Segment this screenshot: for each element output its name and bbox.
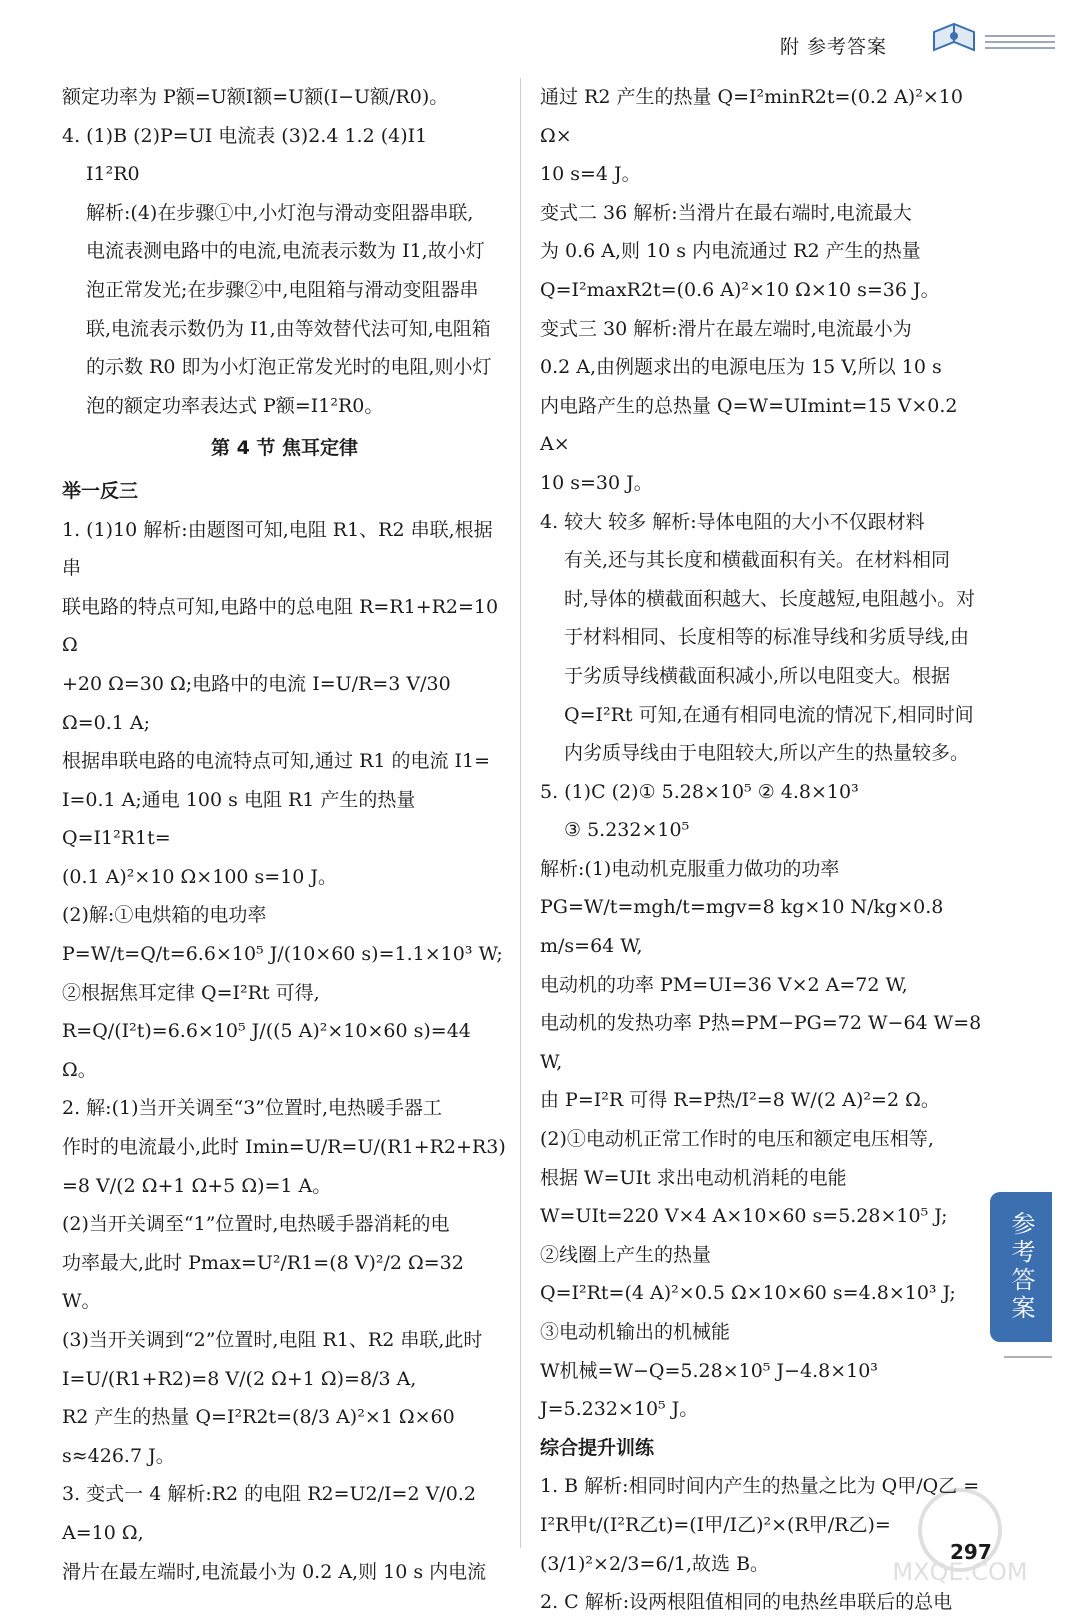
text-line: W=UIt=220 V×4 A×10×60 s=5.28×10⁵ J; <box>540 1205 948 1228</box>
text-line: 根据串联电路的电流特点可知,通过 R1 的电流 I1= <box>62 750 491 773</box>
text-line: 联,电流表示数仍为 I1,由等效替代法可知,电阻箱 <box>86 317 491 340</box>
text-line: Q=I²Rt=(4 A)²×0.5 Ω×10×60 s=4.8×10³ J; <box>540 1282 956 1305</box>
text-line: 电动机的发热功率 P热=PM−PG=72 W−64 W=8 W, <box>540 1012 982 1073</box>
text-line: 的示数 R0 即为小灯泡正常发光时的电阻,则小灯 <box>86 356 492 379</box>
text-line: W机械=W−Q=5.28×10⁵ J−4.8×10³ J=5.232×10⁵ J。 <box>540 1359 878 1421</box>
text-line: 通过 R2 产生的热量 Q=I²minR2t=(0.2 A)²×10 Ω× <box>540 86 963 147</box>
text-line: 额定功率为 P额=U额I额=U额(I−U额/R0)。 <box>62 86 449 108</box>
right-column <box>540 78 985 1622</box>
text-line: R2 产生的热量 Q=I²R2t=(8/3 A)²×1 Ω×60 s≈426.7 J。 <box>62 1406 455 1467</box>
header-label: 附 参考答案 <box>780 36 888 58</box>
text-line: Q=I²maxR2t=(0.6 A)²×10 Ω×10 s=36 J。 <box>540 278 940 301</box>
text-line: ②根据焦耳定律 Q=I²Rt 可得, <box>62 981 320 1004</box>
watermark-stamp <box>860 1480 1060 1590</box>
text-line: 5. (1)C (2)① 5.28×10⁵ ② 4.8×10³ <box>540 780 859 803</box>
page-header <box>0 20 1066 60</box>
text-line: 10 s=30 J。 <box>540 471 653 494</box>
text-line: 由 P=I²R 可得 R=P热/I²=8 W/(2 A)²=2 Ω。 <box>540 1089 940 1112</box>
text-line: (2)①电动机正常工作时的电压和额定电压相等, <box>540 1128 934 1151</box>
page-number: 297 <box>950 1540 992 1564</box>
section-title: 第 4 节 焦耳定律 <box>210 437 359 460</box>
text-line: 4. (1)B (2)P=UI 电流表 (3)2.4 1.2 (4)I1 <box>62 124 428 147</box>
text-line: 1. B 解析:相同时间内产生的热量之比为 Q甲/Q乙 = <box>540 1475 980 1498</box>
text-line: 滑片在最左端时,电流最小为 0.2 A,则 10 s 内电流 <box>62 1560 487 1583</box>
text-line: =8 V/(2 Ω+1 Ω+5 Ω)=1 A。 <box>62 1174 332 1197</box>
column-divider <box>520 78 521 1548</box>
text-line: 时,导体的横截面积越大、长度越短,电阻越小。对 <box>564 587 976 610</box>
text-line: 2. 解:(1)当开关调至“3”位置时,电热暖手器工 <box>62 1097 443 1120</box>
text-line: 泡的额定功率表达式 P额=I1²R0。 <box>86 394 384 417</box>
text-line: ③电动机输出的机械能 <box>540 1321 731 1343</box>
text-line: (2)当开关调至“1”位置时,电热暖手器消耗的电 <box>62 1213 450 1236</box>
text-line: 电动机的功率 PM=UI=36 V×2 A=72 W, <box>540 973 908 996</box>
text-line: ②线圈上产生的热量 <box>540 1243 712 1266</box>
text-line: 于劣质导线横截面积减小,所以电阻变大。根据 <box>564 664 951 687</box>
left-column <box>62 78 507 1591</box>
side-rule <box>1004 1356 1052 1358</box>
text-line: (2)解:①电烘箱的电功率 <box>62 904 267 927</box>
side-tab-answers: 参考答案 <box>990 1192 1052 1342</box>
text-line: 4. 较大 较多 解析:导体电阻的大小不仅跟材料 <box>540 510 925 533</box>
text-line: 内电路产生的总热量 Q=W=UImint=15 V×0.2 A× <box>540 394 958 456</box>
text-line: 内劣质导线由于电阻较大,所以产生的热量较多。 <box>564 742 970 765</box>
text-line: (0.1 A)²×10 Ω×100 s=10 J。 <box>62 865 338 888</box>
text-line: 于材料相同、长度相等的标准导线和劣质导线,由 <box>564 626 970 649</box>
text-line: 泡正常发光;在步骤②中,电阻箱与滑动变阻器串 <box>86 278 479 301</box>
text-line: ③ 5.232×10⁵ <box>564 819 690 842</box>
text-line: 功率最大,此时 Pmax=U²/R1=(8 V)²/2 Ω=32 W。 <box>62 1251 464 1313</box>
text-line: I²R甲t/(I²R乙t)=(I甲/I乙)²×(R甲/R乙)=(3/1)²×2/3=6/1,故选 B。 <box>540 1513 891 1575</box>
watermark-text: MXQE.COM <box>892 1558 1028 1586</box>
text-line: (3)当开关调到“2”位置时,电阻 R1、R2 串联,此时 <box>62 1329 483 1351</box>
text-line: Q=I²Rt 可知,在通有相同电流的情况下,相同时间 <box>564 703 974 726</box>
text-line: 3. 变式一 4 解析:R2 的电阻 R2=U2/I=2 V/0.2 A=10 Ω, <box>62 1483 476 1544</box>
text-line: 作时的电流最小,此时 Imin=U/R=U/(R1+R2+R3) <box>62 1136 506 1159</box>
text-line: 2. C 解析:设两根阻值相同的电热丝串联后的总电 <box>540 1591 953 1614</box>
subsection-title: 综合提升训练 <box>540 1436 655 1459</box>
text-line: P=W/t=Q/t=6.6×10⁵ J/(10×60 s)=1.1×10³ W; <box>62 943 503 966</box>
text-line: PG=W/t=mgh/t=mgv=8 kg×10 N/kg×0.8 m/s=64 W, <box>540 896 944 958</box>
book-logo-icon <box>930 22 978 56</box>
text-line: I=0.1 A;通电 100 s 电阻 R1 产生的热量 Q=I1²R1t= <box>62 788 416 850</box>
text-line: 联电路的特点可知,电路中的总电阻 R=R1+R2=10 Ω <box>62 595 499 657</box>
text-line: 解析:(1)电动机克服重力做功的功率 <box>540 857 840 880</box>
text-line: 1. (1)10 解析:由题图可知,电阻 R1、R2 串联,根据串 <box>62 518 493 580</box>
text-line: 变式三 30 解析:滑片在最左端时,电流最小为 <box>540 317 912 340</box>
text-line: I1²R0 <box>86 163 140 186</box>
text-line: 变式二 36 解析:当滑片在最右端时,电流最大 <box>540 201 912 224</box>
text-line: 解析:(4)在步骤①中,小灯泡与滑动变阻器串联, <box>86 201 474 224</box>
header-decoration-icon <box>985 32 1055 52</box>
text-line: 电流表测电路中的电流,电流表示数为 I1,故小灯 <box>86 240 485 263</box>
text-line: R=Q/(I²t)=6.6×10⁵ J/((5 A)²×10×60 s)=44 Ω。 <box>62 1020 471 1081</box>
text-line: +20 Ω=30 Ω;电路中的电流 I=U/R=3 V/30 Ω=0.1 A; <box>62 672 451 734</box>
text-line: 根据 W=UIt 求出电动机消耗的电能 <box>540 1166 847 1189</box>
subsection-title: 举一反三 <box>62 479 139 502</box>
text-line: 10 s=4 J。 <box>540 163 641 186</box>
text-line: I=U/(R1+R2)=8 V/(2 Ω+1 Ω)=8/3 A, <box>62 1367 417 1390</box>
text-line: 有关,还与其长度和横截面积有关。在材料相同 <box>564 549 951 572</box>
text-line: 为 0.6 A,则 10 s 内电流通过 R2 产生的热量 <box>540 240 921 263</box>
text-line: 0.2 A,由例题求出的电源电压为 15 V,所以 10 s <box>540 356 942 379</box>
